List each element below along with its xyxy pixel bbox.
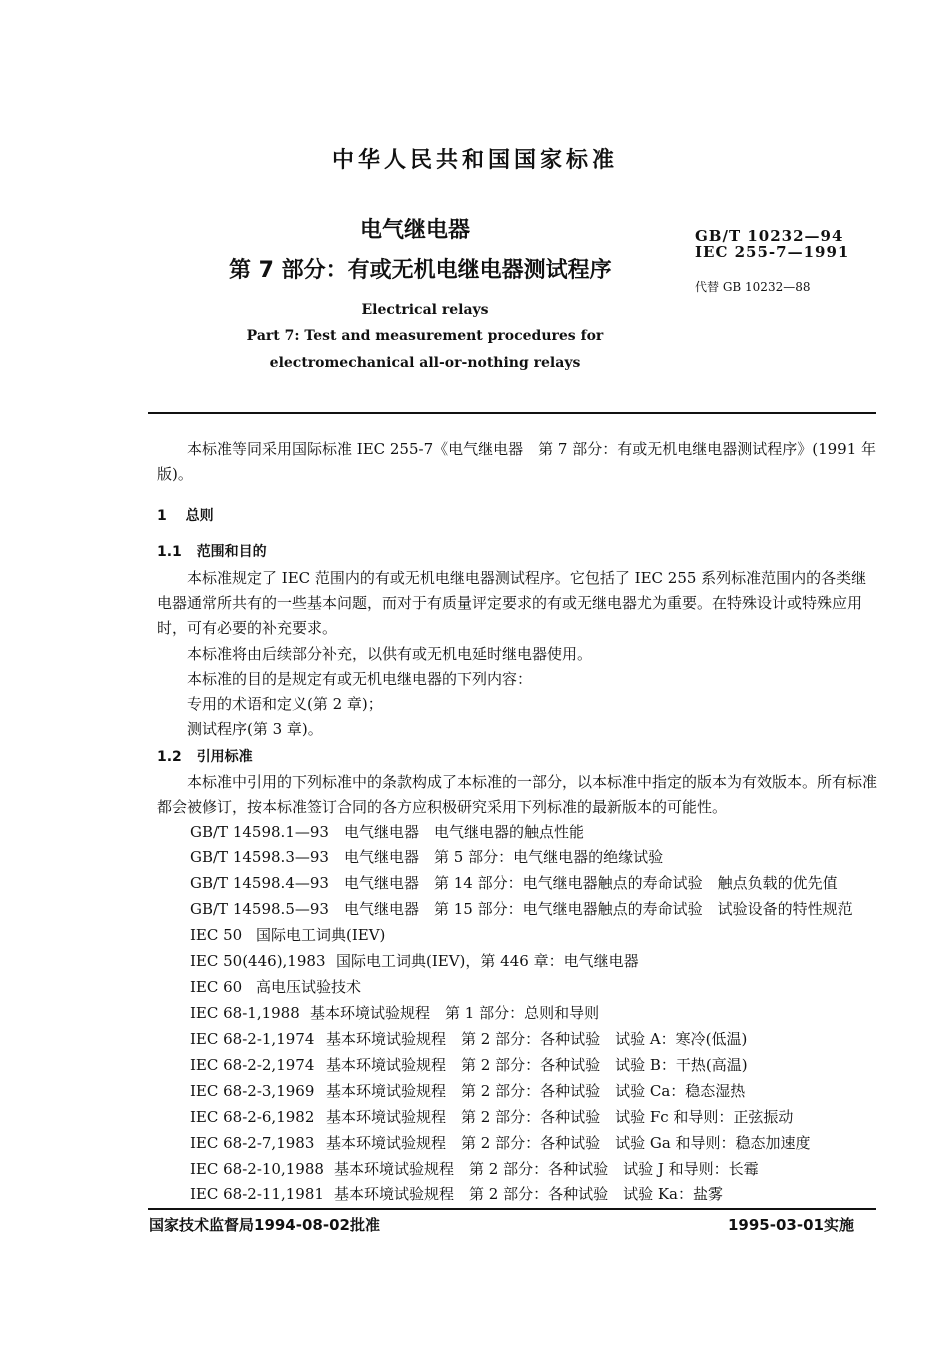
standard-code-iec: IEC 255-7—1991 [695, 243, 850, 261]
reference-code: IEC 60 [190, 978, 243, 996]
section-1-1-heading [157, 541, 267, 561]
reference-title: 国际电工词典(IEV) [256, 926, 386, 944]
section-1-2-para-1: 本标准中引用的下列标准中的条款构成了本标准的一部分，以本标准中指定的版本为有效版本。所有标准都会被修订，按本标准签订合同的各方应积极研究采用下列标准的最新版本的可能性。 [157, 773, 878, 816]
footer-divider [148, 1208, 876, 1210]
reference-code: GB/T 14598.5—93 [190, 900, 329, 918]
reference-title: 基本环境试验规程 第 2 部分：各种试验 试验 A：寒冷(低温) [326, 1030, 748, 1048]
replaces-standard: 代替 GB 10232—88 [695, 280, 811, 294]
reference-title: 国际电工词典(IEV)，第 446 章：电气继电器 [336, 952, 639, 970]
section-1-heading [157, 505, 214, 525]
reference-code: IEC 68-1,1988 [190, 1004, 300, 1022]
reference-code: GB/T 14598.4—93 [190, 874, 329, 892]
reference-code: IEC 68-2-10,1988 [190, 1160, 324, 1178]
reference-title: 基本环境试验规程 第 2 部分：各种试验 试验 J 和导则：长霉 [334, 1160, 759, 1178]
reference-item [190, 976, 361, 997]
reference-title: 基本环境试验规程 第 2 部分：各种试验 试验 Fc 和导则：正弦振动 [326, 1108, 794, 1126]
standard-code-gb: GB/T 10232—94 [695, 227, 844, 245]
national-standard-heading: 中华人民共和国国家标准 [331, 148, 618, 173]
section-1-1-para-1: 本标准规定了 IEC 范围内的有或无机电继电器测试程序。它包括了 IEC 255 系列标准范围内的各类继电器通常所共有的一些基本问题，而对于有质量评定要求的有或无继电器尤为重要。在特殊设计或特殊应用时，可有必要的补充要求。 [157, 569, 867, 637]
reference-item [190, 872, 838, 893]
reference-title: 电气继电器 电气继电器的触点性能 [344, 823, 585, 841]
title-en-line-3: electromechanical all-or-nothing relays [269, 355, 581, 371]
section-1-1-number: 1.1 [157, 544, 182, 560]
section-1-1-para-3: 本标准的目的是规定有或无机电继电器的下列内容： [187, 670, 533, 688]
reference-item [190, 1132, 811, 1153]
reference-item [190, 1028, 747, 1049]
title-cn-line-2: 第 7 部分：有或无机电继电器测试程序 [229, 258, 612, 283]
title-en-line-2: Part 7: Test and measurement procedures for [246, 328, 604, 344]
approval-date: 国家技术监督局1994-08-02批准 [149, 1216, 380, 1234]
reference-code: GB/T 14598.3—93 [190, 848, 329, 866]
reference-item [190, 846, 663, 867]
effective-date: 1995-03-01实施 [728, 1216, 854, 1234]
reference-title: 基本环境试验规程 第 2 部分：各种试验 试验 Ka：盐雾 [334, 1185, 723, 1203]
section-1-2-heading [157, 746, 253, 766]
reference-title: 基本环境试验规程 第 2 部分：各种试验 试验 Ca：稳态湿热 [326, 1082, 746, 1100]
reference-title: 电气继电器 第 15 部分：电气继电器触点的寿命试验 试验设备的特性规范 [344, 900, 853, 918]
reference-title: 基本环境试验规程 第 2 部分：各种试验 试验 B：干热(高温) [326, 1056, 748, 1074]
section-1-title: 总则 [185, 508, 214, 524]
reference-item [190, 924, 385, 945]
reference-item [190, 1183, 723, 1204]
section-1-1-para-4: 专用的术语和定义(第 2 章)； [187, 695, 383, 713]
reference-item [190, 1054, 748, 1075]
reference-title: 高电压试验技术 [256, 978, 362, 996]
reference-item [190, 898, 853, 919]
reference-title: 电气继电器 第 5 部分：电气继电器的绝缘试验 [344, 848, 664, 866]
reference-title: 基本环境试验规程 第 1 部分：总则和导则 [310, 1004, 600, 1022]
reference-code: IEC 68-2-1,1974 [190, 1030, 315, 1048]
reference-code: IEC 68-2-6,1982 [190, 1108, 315, 1126]
reference-item [190, 950, 639, 971]
reference-item [190, 1106, 793, 1127]
section-1-2-number: 1.2 [157, 749, 182, 765]
reference-code: IEC 68-2-7,1983 [190, 1134, 315, 1152]
reference-code: IEC 50(446),1983 [190, 952, 326, 970]
section-1-1-title: 范围和目的 [196, 544, 267, 560]
reference-code: IEC 68-2-11,1981 [190, 1185, 324, 1203]
reference-code: IEC 68-2-3,1969 [190, 1082, 315, 1100]
header-divider [148, 412, 876, 414]
reference-item [190, 1002, 599, 1023]
title-en-line-1: Electrical relays [361, 302, 489, 318]
reference-code: GB/T 14598.1—93 [190, 823, 329, 841]
section-1-number: 1 [157, 508, 167, 524]
reference-item [190, 1080, 745, 1101]
reference-code: IEC 68-2-2,1974 [190, 1056, 315, 1074]
reference-title: 基本环境试验规程 第 2 部分：各种试验 试验 Ga 和导则：稳态加速度 [326, 1134, 811, 1152]
intro-paragraph: 本标准等同采用国际标准 IEC 255-7《电气继电器 第 7 部分：有或无机电继电器测试程序》(1991 年版)。 [157, 440, 877, 483]
reference-item [190, 821, 584, 842]
section-1-1-para-5: 测试程序(第 3 章)。 [187, 720, 323, 738]
reference-title: 电气继电器 第 14 部分：电气继电器触点的寿命试验 触点负载的优先值 [344, 874, 838, 892]
section-1-2-title: 引用标准 [196, 749, 253, 765]
title-cn-line-1: 电气继电器 [360, 218, 471, 243]
section-1-1-para-2: 本标准将由后续部分补充，以供有或无机电延时继电器使用。 [187, 645, 593, 663]
reference-code: IEC 50 [190, 926, 243, 944]
reference-item [190, 1158, 759, 1179]
